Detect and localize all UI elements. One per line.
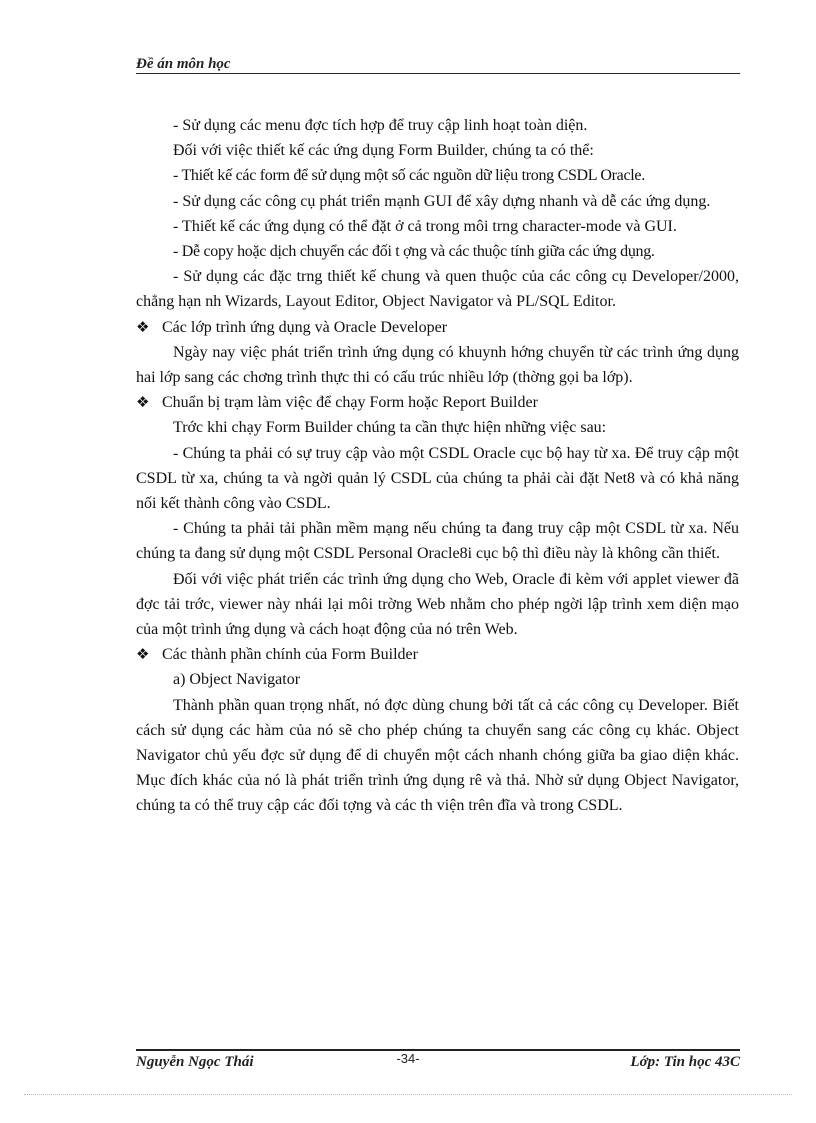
page-bottom-edge <box>24 1094 792 1095</box>
paragraph-9: Trớc khi chạy Form Builder chúng ta cần thực hiện những việc sau: <box>173 419 607 437</box>
footer-author: Nguyễn Ngọc Thái <box>136 1054 254 1070</box>
paragraph-2: Đối với việc thiết kế các ứng dụng Form Builder, chúng ta có thể: <box>173 142 594 160</box>
section-heading-2-text: Chuẩn bị trạm làm việc để chạy Form hoặc Report Builder <box>162 394 538 412</box>
paragraph-1: - Sử dụng các menu đợc tích hợp để truy cập linh hoạt toàn diện. <box>173 117 588 134</box>
paragraph-12: Đối với việc phát triển các trình ứng dụng cho Web, Oracle đi kèm với applet viewer đã đợc tải trớc, viewer này nhái lại môi trờng Web nhằm cho phép ngời lập trình xem diện mạo của một trình ứng dụng và cách hoạt động của nó trên Web. <box>136 570 739 639</box>
paragraph-6: - Dễ copy hoặc dịch chuyển các đối t ợng và các thuộc tính giữa các ứng dụng. <box>173 243 655 261</box>
section-heading-3 <box>136 642 739 667</box>
section-heading-1-text: Các lớp trình ứng dụng và Oracle Developer <box>162 318 448 336</box>
paragraph-8: Ngày nay việc phát triển trình ứng dụng có khuynh hớng chuyển từ các trình ứng dụng hai lớp sang các chơng trình thực thi có cấu trúc nhiều lớp (thờng gọi ba lớp). <box>136 343 739 387</box>
paragraph-4: - Sử dụng các công cụ phát triển mạnh GUI để xây dựng nhanh và dễ các ứng dụng. <box>173 192 711 210</box>
paragraph-11: - Chúng ta phải tải phần mềm mạng nếu chúng ta đang truy cập một CSDL từ xa. Nếu chúng ta đang sử dụng một CSDL Personal Oracle8i cục bộ thì điều này là không cần thiết. <box>136 520 739 563</box>
header-title: Đề án môn học <box>136 56 231 72</box>
diamond-bullet-icon: ❖ <box>136 645 150 664</box>
paragraph-10: - Chúng ta phải có sự truy cập vào một CSDL Oracle cục bộ hay từ xa. Để truy cập một CSDL từ xa, chúng ta và ngời quản lý CSDL của chúng ta phải cài đặt Net8 và có khả năng nối kết thành công vào CSDL. <box>136 444 739 513</box>
subsection-heading: a) Object Navigator <box>173 671 301 689</box>
page-number: -34- <box>396 1051 420 1066</box>
paragraph-5: - Thiết kế các ứng dụng có thể đặt ở cả trong môi trng character-mode và GUI. <box>173 217 677 235</box>
section-heading-1 <box>136 315 739 340</box>
section-heading-2 <box>136 390 739 415</box>
paragraph-3: - Thiết kế các form để sử dụng một số các nguồn dữ liệu trong CSDL Oracle. <box>173 167 645 185</box>
diamond-bullet-icon: ❖ <box>136 317 150 336</box>
diamond-bullet-icon: ❖ <box>136 393 150 412</box>
paragraph-7: - Sử dụng các đặc trng thiết kế chung và quen thuộc của các công cụ Developer/2000, chẳng hạn nh Wizards, Layout Editor, Object Navigator và PL/SQL Editor. <box>136 268 739 311</box>
footer-class-label: Lớp: Tin học 43C <box>630 1054 740 1070</box>
document-body <box>136 113 739 819</box>
section-heading-3-text: Các thành phần chính của Form Builder <box>162 646 418 664</box>
paragraph-13: Thành phần quan trọng nhất, nó đợc dùng chung bởi tất cả các công cụ Developer. Biết cách sử dụng các hàm của nó sẽ cho phép chúng ta chuyển sang các công cụ khác. Object Navigator chủ yếu đợc sử dụng để di chuyển một cách nhanh chóng giữa ba giao diện khác. Mục đích khác của nó là phát triển trình ứng dụng rê và thả. Nhờ sử dụng Object Navigator, chúng ta có thể truy cập các đối tợng và các th viện trên đĩa và trong CSDL. <box>136 696 739 815</box>
header-rule <box>136 73 740 74</box>
